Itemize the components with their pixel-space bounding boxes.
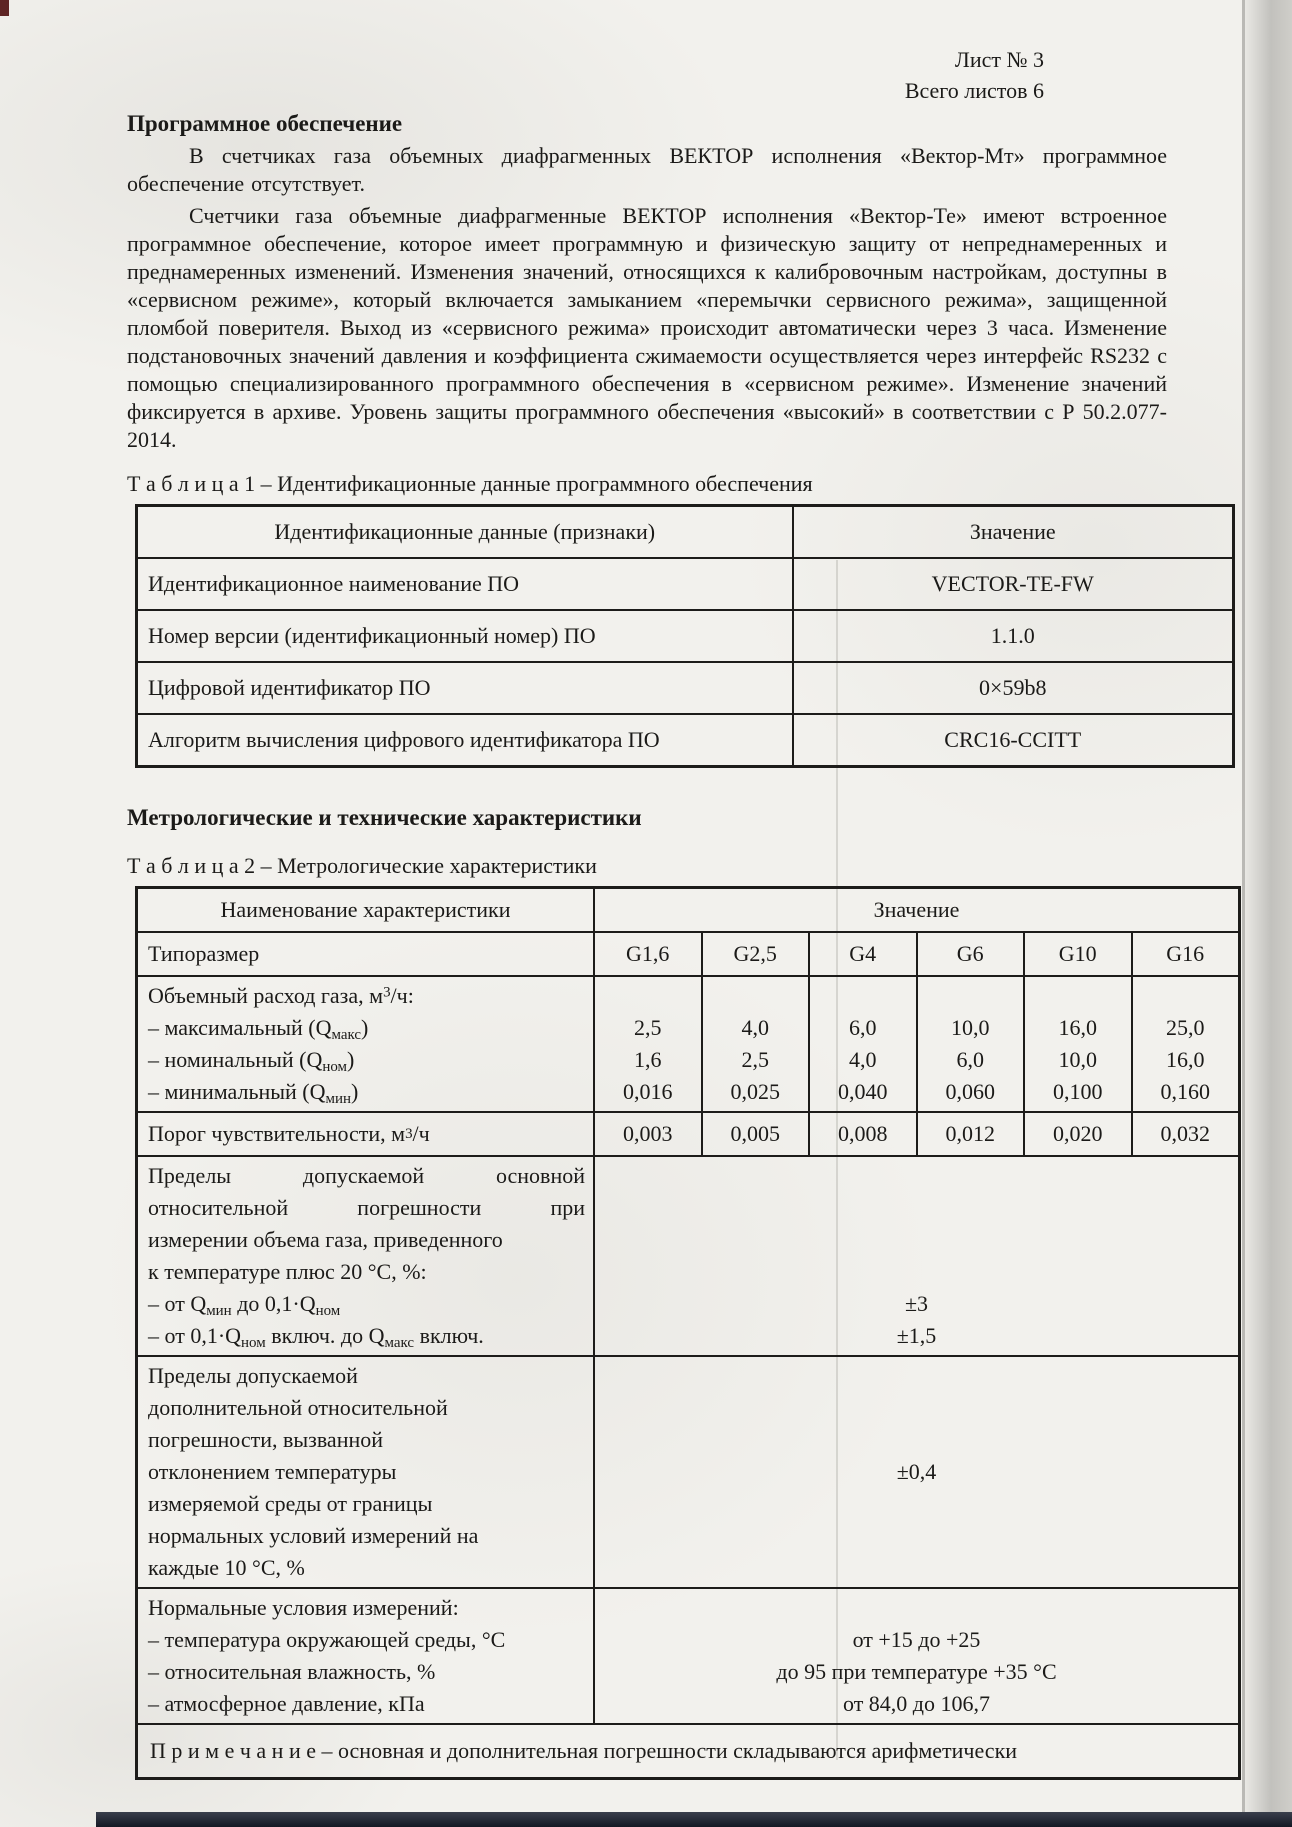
- flow-title: Объемный расход газа, $м^3/ч$:: [148, 983, 414, 1008]
- basic-error-values: [593, 1157, 1238, 1355]
- table1-cell-name: Идентификационное наименование ПО: [137, 558, 793, 610]
- label-line: – относительная влажность, %: [148, 1659, 436, 1684]
- table1-header-value: Значение: [793, 506, 1234, 559]
- size-g1-6: G1,6: [593, 933, 701, 975]
- threshold-label: Порог чувствительности, м 3 /ч: [148, 1121, 430, 1146]
- size-g4: G4: [808, 933, 916, 975]
- label-line: Пределы допускаемой основной: [148, 1163, 585, 1188]
- spacer: [595, 1592, 1238, 1624]
- flow-label-min: – минимальный $(Q_{мин})$: [148, 1079, 359, 1108]
- flow-value: 25,0: [1166, 1015, 1205, 1040]
- flow-values-col: [916, 977, 1024, 1111]
- table1-row: [137, 610, 1234, 662]
- spacer: [595, 1256, 1238, 1288]
- total-sheets: Всего листов 6: [904, 78, 1044, 103]
- table1-row: [137, 662, 1234, 714]
- table2-note: П р и м е ч а н и е – основная и дополнительная погрешности складываются арифметически: [150, 1738, 1018, 1763]
- size-g2-5: G2,5: [701, 933, 809, 975]
- table1-row: [137, 714, 1234, 767]
- flow-value: 6,0: [956, 1047, 984, 1072]
- label-line: измерении объема газа, приведенного: [148, 1227, 503, 1252]
- table2-note-row: [138, 1723, 1238, 1777]
- table1-cell-name: Номер версии (идентификационный номер) ПО: [137, 610, 793, 662]
- label-line: погрешности, вызванной: [148, 1427, 384, 1452]
- flow-value: 10,0: [1058, 1047, 1097, 1072]
- flow-values-col: [808, 977, 916, 1111]
- flow-label-max: – максимальный $(Q_{макс})$: [148, 1015, 369, 1044]
- spacer: [595, 1224, 1238, 1256]
- label-line: Пределы допускаемой: [148, 1363, 358, 1388]
- flow-value: 2,5: [741, 1047, 769, 1072]
- flow-value: 10,0: [951, 1015, 990, 1040]
- size-g6: G6: [916, 933, 1024, 975]
- spacer: [1025, 980, 1131, 1012]
- table1-header-row: [137, 506, 1234, 559]
- software-paragraph-1: В счетчиках газа объемных диафрагменных ВЕКТОР исполнения «Вектор-Мт» программное обеспечение отсутствует.: [127, 143, 1167, 196]
- label-line: нормальных условий измерений на: [148, 1523, 479, 1548]
- table1-cell-name: Алгоритм вычисления цифрового идентификатора ПО: [137, 714, 793, 767]
- threshold-value: 0,032: [1131, 1113, 1239, 1155]
- label-line: отклонением температуры: [148, 1459, 397, 1484]
- scan-corner-mark: [0, 0, 9, 16]
- spacer: [703, 980, 809, 1012]
- threshold-value: 0,020: [1023, 1113, 1131, 1155]
- table2-metrology: [135, 886, 1241, 1780]
- flow-value: 16,0: [1166, 1047, 1205, 1072]
- table1-cell-name: Цифровой идентификатор ПО: [137, 662, 793, 714]
- table2-additional-error-row: [138, 1355, 1238, 1587]
- table1-cell-value: CRC16-CCITT: [793, 714, 1234, 767]
- scan-bottom-band: [96, 1812, 1292, 1827]
- sheet-header: [905, 44, 1044, 106]
- spacer: [810, 980, 916, 1012]
- normal-conditions-labels: [138, 1589, 593, 1723]
- table2-caption: Т а б л и ц а 2 – Метрологические характеристики: [127, 853, 597, 878]
- table2-header-row: [138, 889, 1238, 931]
- flow-values-col: [593, 977, 701, 1111]
- table1-header-name: Идентификационные данные (признаки): [137, 506, 793, 559]
- table1-caption: Т а б л и ц а 1 – Идентификационные данные программного обеспечения: [127, 471, 813, 496]
- threshold-value: 0,012: [916, 1113, 1024, 1155]
- condition-value: от +15 до +25: [852, 1627, 981, 1652]
- table1-cell-value: VECTOR-TE-FW: [793, 558, 1234, 610]
- table2-size-row: [138, 931, 1238, 975]
- flow-value: 2,5: [634, 1015, 662, 1040]
- flow-value: 4,0: [849, 1047, 877, 1072]
- spacer: [595, 1160, 1238, 1192]
- flow-values-col: [1131, 977, 1239, 1111]
- size-row-label: Типоразмер: [148, 941, 260, 966]
- table1-cell-value: 1.1.0: [793, 610, 1234, 662]
- label-line: – температура окружающей среды, °С: [148, 1627, 506, 1652]
- range-label: – от $0,1\cdot Q_{ном}$ включ. до $Q_{макс}$ включ.: [148, 1323, 484, 1352]
- flow-value: 0,040: [838, 1079, 888, 1104]
- software-heading: Программное обеспечение: [127, 111, 403, 136]
- flow-labels: [138, 977, 593, 1111]
- page-edge-shadow: [1245, 0, 1292, 1827]
- basic-error-value: ±1,5: [896, 1323, 937, 1348]
- spacer: [595, 980, 701, 1012]
- flow-value: 0,025: [730, 1079, 780, 1104]
- label-line: относительной погрешности при: [148, 1195, 585, 1220]
- flow-value: 4,0: [741, 1015, 769, 1040]
- additional-error-value: ±0,4: [593, 1357, 1238, 1587]
- basic-error-labels: [138, 1157, 593, 1355]
- flow-values-col: [701, 977, 809, 1111]
- flow-values-col: [1023, 977, 1131, 1111]
- spacer: [595, 1192, 1238, 1224]
- condition-value: от 84,0 до 106,7: [842, 1691, 991, 1716]
- flow-value: 0,160: [1160, 1079, 1210, 1104]
- range-label: – от $Q_{мин}$ до $0,1\cdot Q_{ном}$: [148, 1291, 341, 1320]
- software-paragraph-2: Счетчики газа объемные диафрагменные ВЕКТОР исполнения «Вектор-Те» имеют встроенное программное обеспечение, которое имеет программную и физическую защиту от непреднамеренных и преднамеренных изменений. Изменения значений, относящихся к калибровочным настройкам, доступны в «сервисном режиме», который включается замыканием «перемычки сервисного режима», защищенной пломбой поверителя. Выход из «сервисного режима» происходит автоматически через 3 часа. Изменение подстановочных значений давления и коэффициента сжимаемости осуществляется через интерфейс RS232 с помощью специализированного программного обеспечения в «сервисном режиме». Изменение значений фиксируется в архиве. Уровень защиты программного обеспечения «высокий» в соответствии с Р 50.2.077-2014.: [127, 203, 1167, 452]
- flow-value: 0,016: [623, 1079, 673, 1104]
- spacer: [1133, 980, 1239, 1012]
- additional-error-labels: [138, 1357, 593, 1587]
- flow-value: 0,060: [945, 1079, 995, 1104]
- label-line: Нормальные условия измерений:: [148, 1595, 459, 1620]
- threshold-value: 0,005: [701, 1113, 809, 1155]
- page-content: [127, 110, 1210, 1780]
- flow-value: 6,0: [849, 1015, 877, 1040]
- normal-conditions-values: [593, 1589, 1238, 1723]
- threshold-value: 0,003: [593, 1113, 701, 1155]
- spacer: [918, 980, 1024, 1012]
- label-line: – атмосферное давление, кПа: [148, 1691, 425, 1716]
- basic-error-value: ±3: [904, 1291, 929, 1316]
- table2-basic-error-row: [138, 1155, 1238, 1355]
- size-g16: G16: [1131, 933, 1239, 975]
- table2-normal-conditions-row: [138, 1587, 1238, 1723]
- table2-header-value: Значение: [593, 889, 1238, 931]
- sheet-number: Лист № 3: [954, 47, 1044, 72]
- flow-value: 16,0: [1058, 1015, 1097, 1040]
- flow-value: 1,6: [634, 1047, 662, 1072]
- label-line: каждые 10 °С, %: [148, 1555, 305, 1580]
- condition-value: до 95 при температуре +35 °С: [776, 1659, 1057, 1684]
- threshold-value: 0,008: [808, 1113, 916, 1155]
- label-line: измеряемой среды от границы: [148, 1491, 433, 1516]
- size-g10: G10: [1023, 933, 1131, 975]
- flow-label-nom: – номинальный $(Q_{ном})$: [148, 1047, 355, 1076]
- table1-cell-value: 0×59b8: [793, 662, 1234, 714]
- metrology-heading: Метрологические и технические характеристики: [127, 805, 642, 830]
- table2-flow-row: [138, 975, 1238, 1111]
- label-line: к температуре плюс 20 °С, %:: [148, 1259, 427, 1284]
- table1-row: [137, 558, 1234, 610]
- label-line: дополнительной относительной: [148, 1395, 448, 1420]
- flow-value: 0,100: [1053, 1079, 1103, 1104]
- table2-header-name: Наименование характеристики: [220, 897, 511, 922]
- table1-software-identification: [135, 504, 1235, 768]
- table2-threshold-row: [138, 1111, 1238, 1155]
